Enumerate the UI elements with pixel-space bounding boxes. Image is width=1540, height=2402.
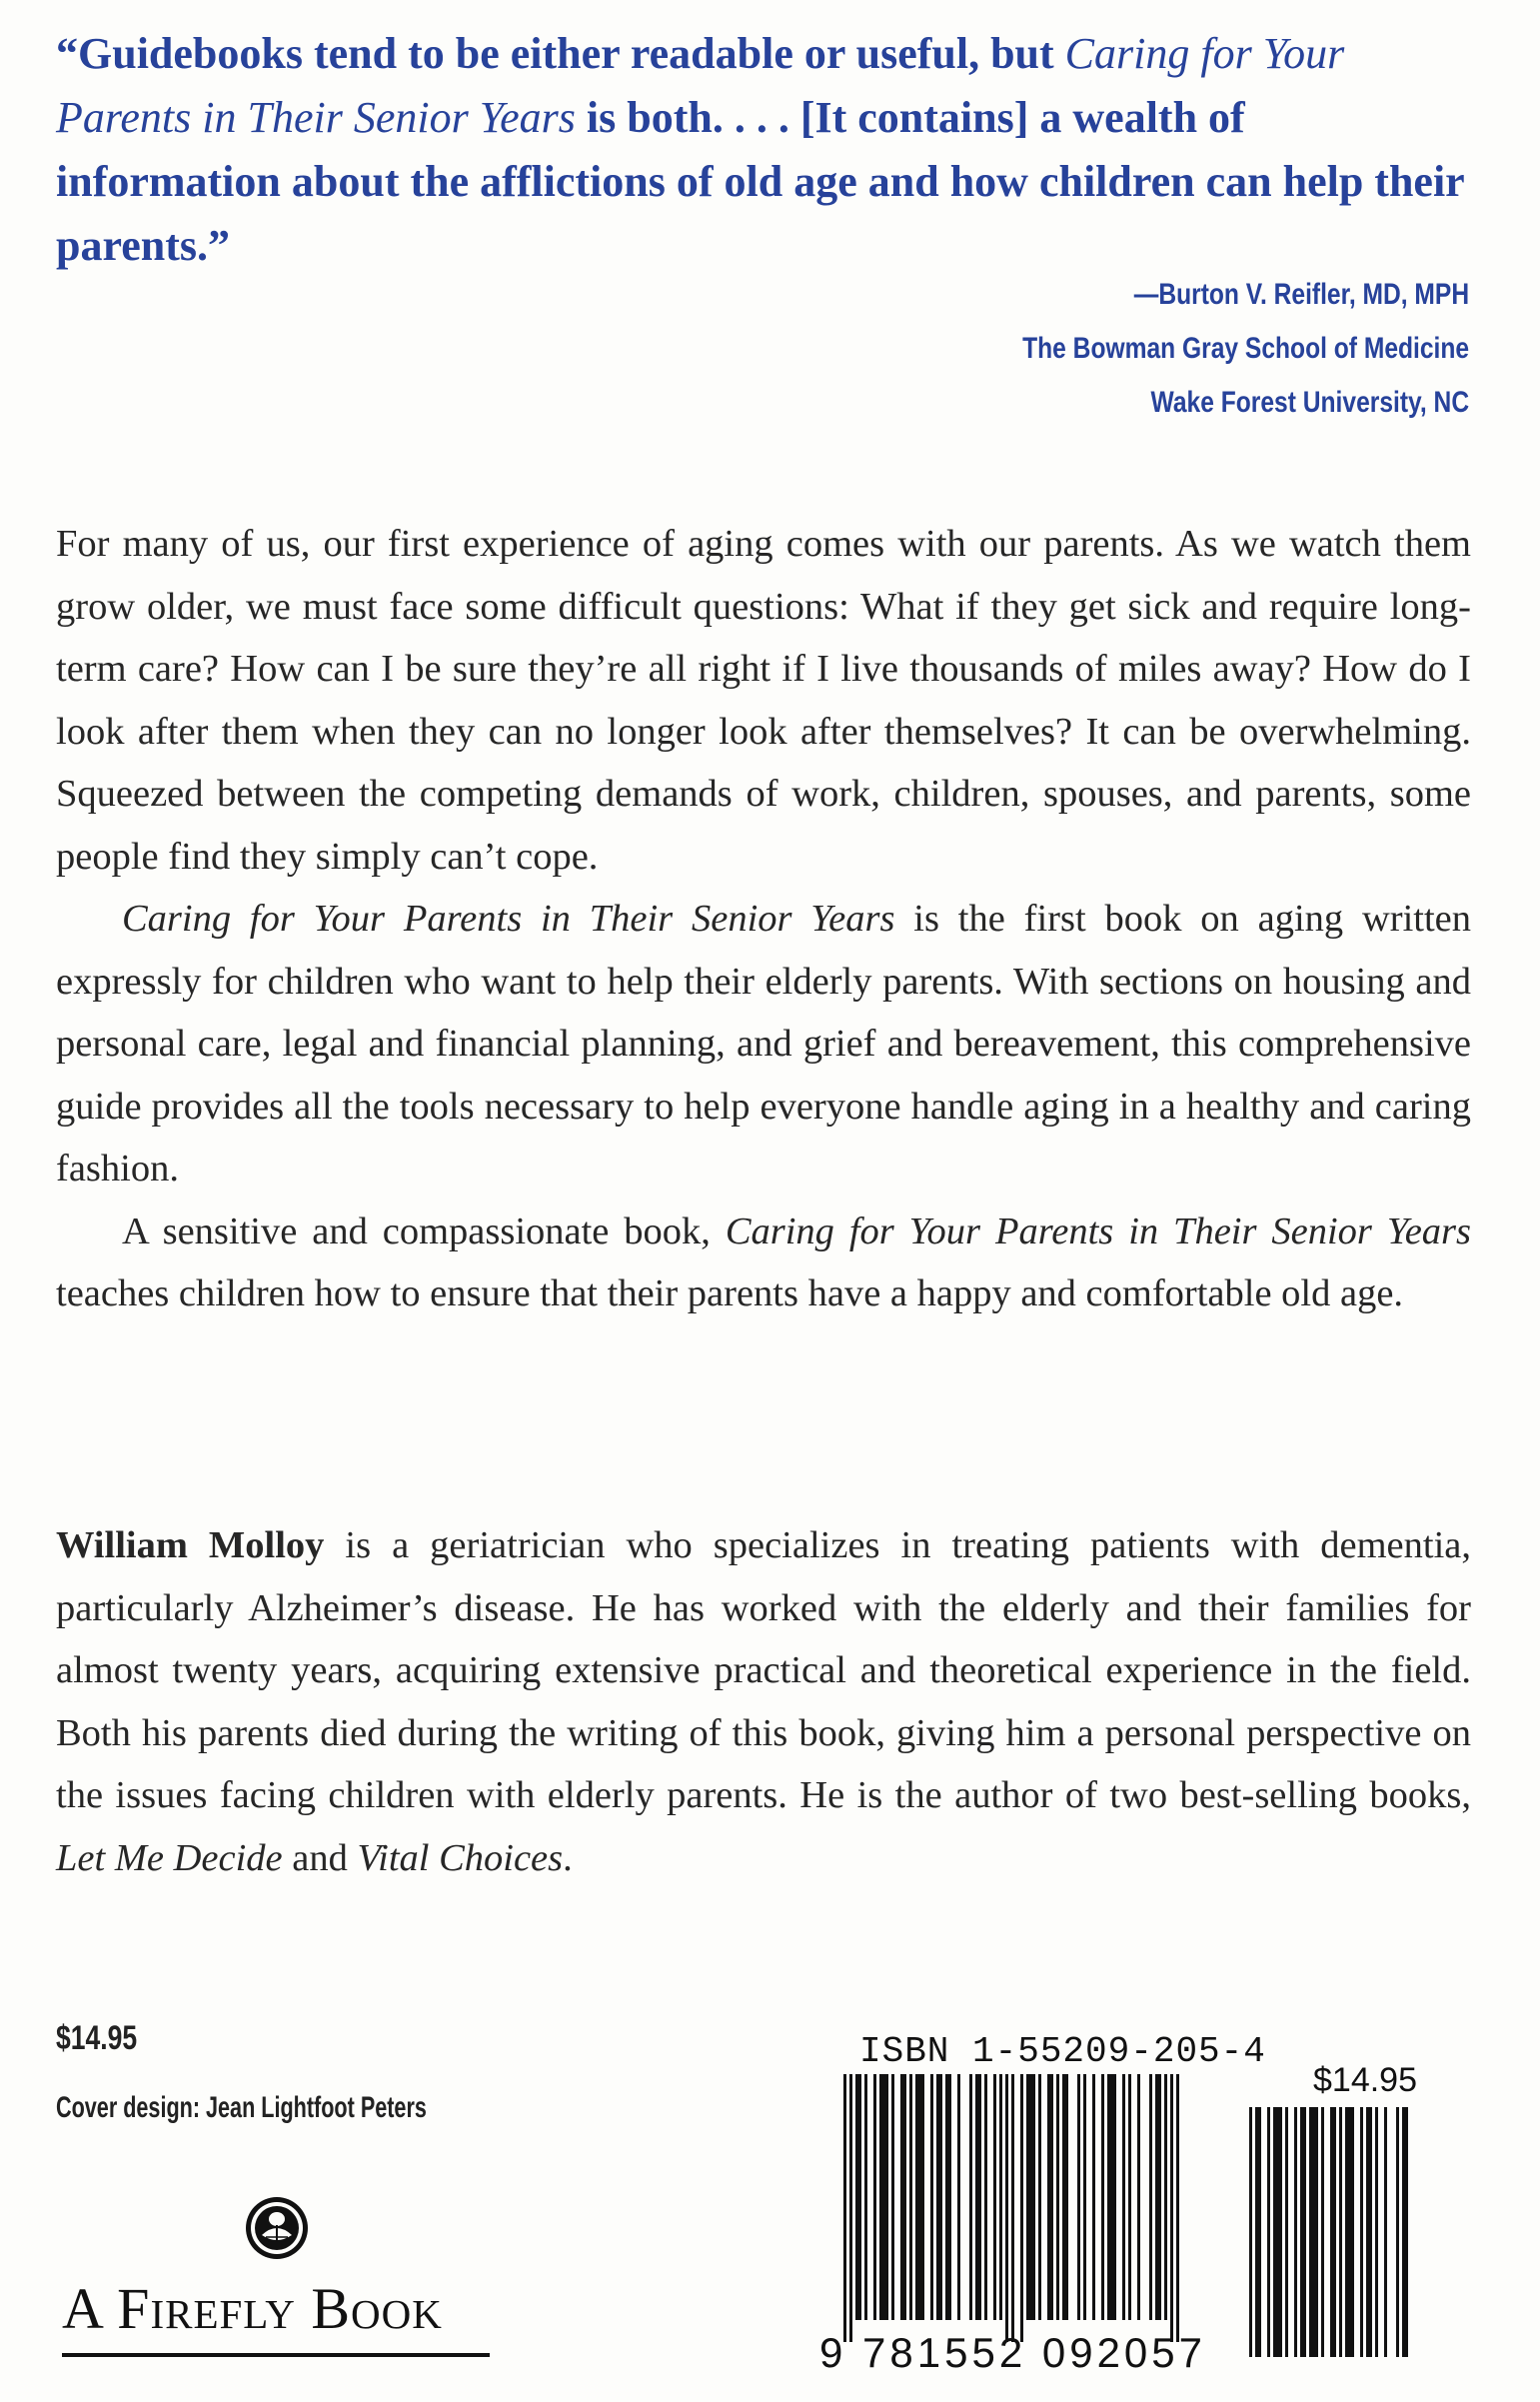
quote-rest: is both. . . . [It contains] a wealth of information about the afflictions of old age and how children can help their parents.” xyxy=(56,93,1464,270)
barcode-bar xyxy=(975,2074,981,2320)
barcode-bar xyxy=(993,2074,996,2320)
cover-design-credit: Cover design: Jean Lightfoot Peters xyxy=(56,2091,427,2124)
barcode-bar xyxy=(864,2074,867,2320)
barcode-bar xyxy=(843,2074,846,2342)
pull-quote xyxy=(56,22,1475,278)
isbn-barcode xyxy=(841,2074,1221,2342)
barcode-bar xyxy=(1122,2074,1125,2320)
barcode-bar xyxy=(1339,2107,1342,2357)
barcode-bar xyxy=(1056,2074,1059,2320)
author-name: William Molloy xyxy=(56,1524,325,1566)
description-paragraph-2 xyxy=(56,888,1471,1201)
cover-price: $14.95 xyxy=(56,2019,138,2057)
barcode-bar xyxy=(1294,2107,1297,2357)
barcode-bar xyxy=(930,2074,933,2320)
bio-book-1: Let Me Decide xyxy=(56,1836,283,1879)
barcode-bar xyxy=(999,2074,1002,2320)
bio-paragraph xyxy=(56,1514,1471,1889)
attribution-place: Wake Forest University, NC xyxy=(1150,386,1469,419)
barcode-bar xyxy=(1366,2107,1372,2357)
barcode-bar xyxy=(849,2074,852,2342)
quote-book-title: Caring for Your Parents in Their Senior Years xyxy=(56,29,1345,142)
barcode-bar xyxy=(1330,2107,1336,2357)
barcode-bar xyxy=(1267,2107,1270,2357)
barcode-price: $14.95 xyxy=(1313,2061,1417,2099)
description-p3-start: A sensitive and compassionate book, xyxy=(122,1209,726,1252)
barcode-bar xyxy=(1360,2107,1363,2357)
barcode-bar xyxy=(1149,2074,1152,2320)
barcode-bar xyxy=(1176,2074,1179,2342)
barcode-bar xyxy=(1164,2074,1167,2320)
book-description xyxy=(56,513,1471,1325)
bio-text: is a geriatrician who specializes in treating patients with dementia, particularly Alzheimer’s disease. He has worked with the elderly and their families for almost twenty years, acquiring extensive practical and theoretical experience in the field. Both his parents died during the writing of this book, giving him a personal perspective on the issues facing children with elderly parents. He is the author of two best-selling books, xyxy=(56,1524,1471,1816)
barcode-bar xyxy=(891,2074,894,2320)
barcode-bar xyxy=(1101,2074,1104,2320)
publisher-name: A Firefly Book xyxy=(62,2276,443,2341)
barcode-bar xyxy=(1062,2074,1068,2320)
barcode-bar xyxy=(915,2074,924,2320)
author-bio xyxy=(56,1514,1471,1889)
isbn-label: ISBN 1-55209-205-4 xyxy=(859,2031,1266,2072)
bio-book-2: Vital Choices xyxy=(357,1836,564,1879)
description-p2-title: Caring for Your Parents in Their Senior Years xyxy=(122,898,895,940)
barcode-bar xyxy=(1170,2074,1173,2342)
barcode-bar xyxy=(900,2074,906,2320)
barcode-bar xyxy=(1273,2107,1282,2357)
barcode-bar xyxy=(1020,2074,1023,2342)
barcode-bar xyxy=(969,2074,972,2320)
barcode-bar xyxy=(1249,2107,1252,2357)
barcode-bar xyxy=(1309,2107,1318,2357)
quote-attribution xyxy=(1022,268,1469,430)
barcode-bar xyxy=(1047,2074,1053,2320)
description-p3-text: teaches children how to ensure that their parents have a happy and comfortable old age. xyxy=(56,1272,1404,1314)
barcode-bar xyxy=(1083,2074,1086,2320)
attribution-org: The Bowman Gray School of Medicine xyxy=(1022,332,1469,365)
description-p2-text: is the first book on aging written expressly for children who want to help their elderly parents. With sections on housing and personal care, legal and financial planning, and grief and bereavement, this comprehensive guide provides all the tools necessary to help everyone handle aging in a healthy and caring fashion. xyxy=(56,898,1471,1190)
barcode-bar xyxy=(936,2074,942,2320)
barcode-bar xyxy=(1300,2107,1306,2357)
barcode-bar xyxy=(1005,2074,1008,2342)
barcode-digits: 9 781552 092057 xyxy=(819,2329,1206,2376)
barcode-bar xyxy=(1038,2074,1041,2320)
barcode-bar xyxy=(984,2074,987,2320)
barcode-bar xyxy=(879,2074,888,2320)
barcode-bar xyxy=(1396,2107,1399,2357)
description-paragraph-1: For many of us, our first experience of aging comes with our parents. As we watch them grow older, we must face some difficult questions: What if they get sick and require long-term care? How can I be sure they’re all right if I live thousands of miles away? How do I look after them when they can no longer look after themselves? It can be overwhelming. Squeezed between the competing demands of work, children, spouses, and parents, some people find they simply can’t cope. xyxy=(56,523,1471,878)
bio-and: and xyxy=(282,1836,358,1879)
barcode-bar xyxy=(1107,2074,1116,2320)
bio-end: . xyxy=(563,1836,573,1879)
attribution-name: —Burton V. Reifler, MD, MPH xyxy=(1133,278,1469,311)
quote-open: “Guidebooks tend to be either readable or useful, but xyxy=(56,29,1065,78)
barcode-bar xyxy=(1345,2107,1354,2357)
price-barcode xyxy=(1247,2107,1427,2379)
barcode-bar xyxy=(1285,2107,1288,2357)
barcode-bar xyxy=(1321,2107,1324,2357)
barcode-bar xyxy=(1026,2074,1035,2320)
barcode-bar xyxy=(945,2074,951,2320)
barcode-bar xyxy=(1375,2107,1378,2357)
description-p3-title: Caring for Your Parents in Their Senior Years xyxy=(725,1209,1472,1252)
barcode-bar xyxy=(1155,2074,1161,2320)
description-paragraph-3 xyxy=(56,1201,1471,1325)
firefly-emblem-icon xyxy=(244,2195,310,2261)
barcode-bar xyxy=(1128,2074,1131,2320)
barcode-bar xyxy=(1011,2074,1014,2342)
barcode-bar xyxy=(1384,2107,1387,2357)
barcode-bar xyxy=(1092,2074,1095,2320)
barcode-bar xyxy=(1255,2107,1261,2357)
barcode-bar xyxy=(855,2074,861,2320)
publisher-underline xyxy=(62,2353,490,2357)
barcode-bar xyxy=(1402,2107,1408,2357)
barcode-bar xyxy=(873,2074,876,2320)
barcode-bar xyxy=(909,2074,912,2320)
barcode-bar xyxy=(957,2074,960,2320)
barcode-bar xyxy=(1137,2074,1140,2320)
barcode-bar xyxy=(1077,2074,1080,2320)
